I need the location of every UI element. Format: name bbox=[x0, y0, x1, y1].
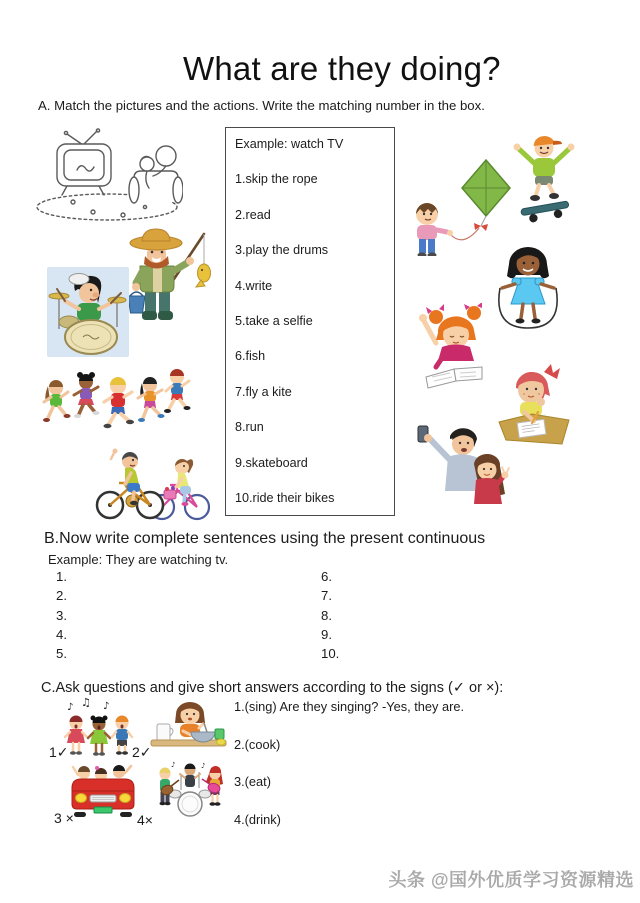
sign-label-2-check: 2✓ bbox=[132, 744, 152, 760]
music-note-icon: ♪ bbox=[103, 701, 110, 712]
music-note-icon: ♪ bbox=[67, 702, 74, 713]
action-item-1: 1.skip the rope bbox=[235, 172, 318, 187]
blank-line-5: 5. bbox=[56, 646, 67, 662]
action-item-9: 9.skateboard bbox=[235, 455, 308, 470]
running-kids-illustration bbox=[40, 362, 192, 442]
skateboard-boy-illustration bbox=[506, 127, 584, 225]
car-kids-illustration bbox=[67, 761, 139, 818]
sign-label-4-cross: 4× bbox=[137, 812, 153, 828]
drummer-illustration bbox=[47, 267, 129, 357]
section-b-heading: B.Now write complete sentences using the present continuous bbox=[44, 530, 486, 547]
section-b-right-numbers bbox=[321, 567, 339, 663]
page-title: What are they doing? bbox=[183, 50, 501, 87]
watching-tv-illustration bbox=[33, 128, 183, 223]
music-note-icon: ♪ bbox=[201, 762, 206, 770]
bike-kids-illustration bbox=[88, 441, 210, 521]
blank-line-6: 6. bbox=[321, 569, 332, 584]
blank-line-9: 9. bbox=[321, 626, 332, 642]
c-prompt-3: 3.(eat) bbox=[234, 774, 271, 789]
c-prompt-2: 2.(cook) bbox=[234, 737, 281, 752]
action-item-5: 5.take a selfie bbox=[235, 313, 313, 328]
section-b-example: Example: They are watching tv. bbox=[48, 552, 229, 567]
blank-line-4: 4. bbox=[56, 626, 67, 642]
blank-line-3: 3. bbox=[56, 607, 67, 623]
c-prompt-4: 4.(drink) bbox=[234, 812, 281, 827]
blank-line-7: 7. bbox=[321, 588, 332, 604]
music-note-icon: ♪ bbox=[171, 761, 176, 769]
fisherman-illustration bbox=[118, 226, 214, 328]
section-c-heading: C.Ask questions and give short answers according to the signs (✓ or ×): bbox=[41, 680, 504, 696]
action-item-8: 8.run bbox=[235, 420, 264, 435]
skipping-girl-illustration bbox=[489, 242, 567, 334]
cooking-girl-illustration bbox=[149, 698, 228, 756]
music-note-icon: ♫ bbox=[81, 698, 91, 709]
action-item-2: 2.read bbox=[235, 207, 271, 222]
blank-line-1: 1. bbox=[56, 569, 67, 584]
singing-kids-illustration bbox=[63, 698, 139, 758]
section-a-instruction: A. Match the pictures and the actions. Write the matching number in the box. bbox=[38, 98, 485, 113]
sign-label-1-check: 1✓ bbox=[49, 744, 69, 760]
action-item-3: 3.play the drums bbox=[235, 243, 329, 258]
blank-line-10: 10. bbox=[321, 646, 340, 662]
band-kids-illustration bbox=[151, 760, 228, 826]
actions-list-box bbox=[225, 127, 395, 516]
blank-line-8: 8. bbox=[321, 607, 332, 623]
sign-label-3-cross: 3 × bbox=[54, 810, 74, 826]
action-item-7: 7.fly a kite bbox=[235, 384, 292, 399]
selfie-couple-illustration bbox=[412, 424, 514, 522]
action-item-example: Example: watch TV bbox=[235, 137, 344, 151]
action-item-4: 4.write bbox=[235, 278, 273, 293]
blank-line-2: 2. bbox=[56, 588, 67, 604]
watermark-text: 头条 @国外优质学习资源精选 bbox=[388, 870, 634, 890]
section-b-left-numbers bbox=[56, 567, 67, 663]
action-item-6: 6.fish bbox=[235, 349, 266, 364]
reading-girl-illustration bbox=[414, 303, 500, 401]
c-prompt-1: 1.(sing) Are they singing? -Yes, they are. bbox=[234, 699, 464, 714]
action-item-10: 10.ride their bikes bbox=[235, 490, 335, 505]
